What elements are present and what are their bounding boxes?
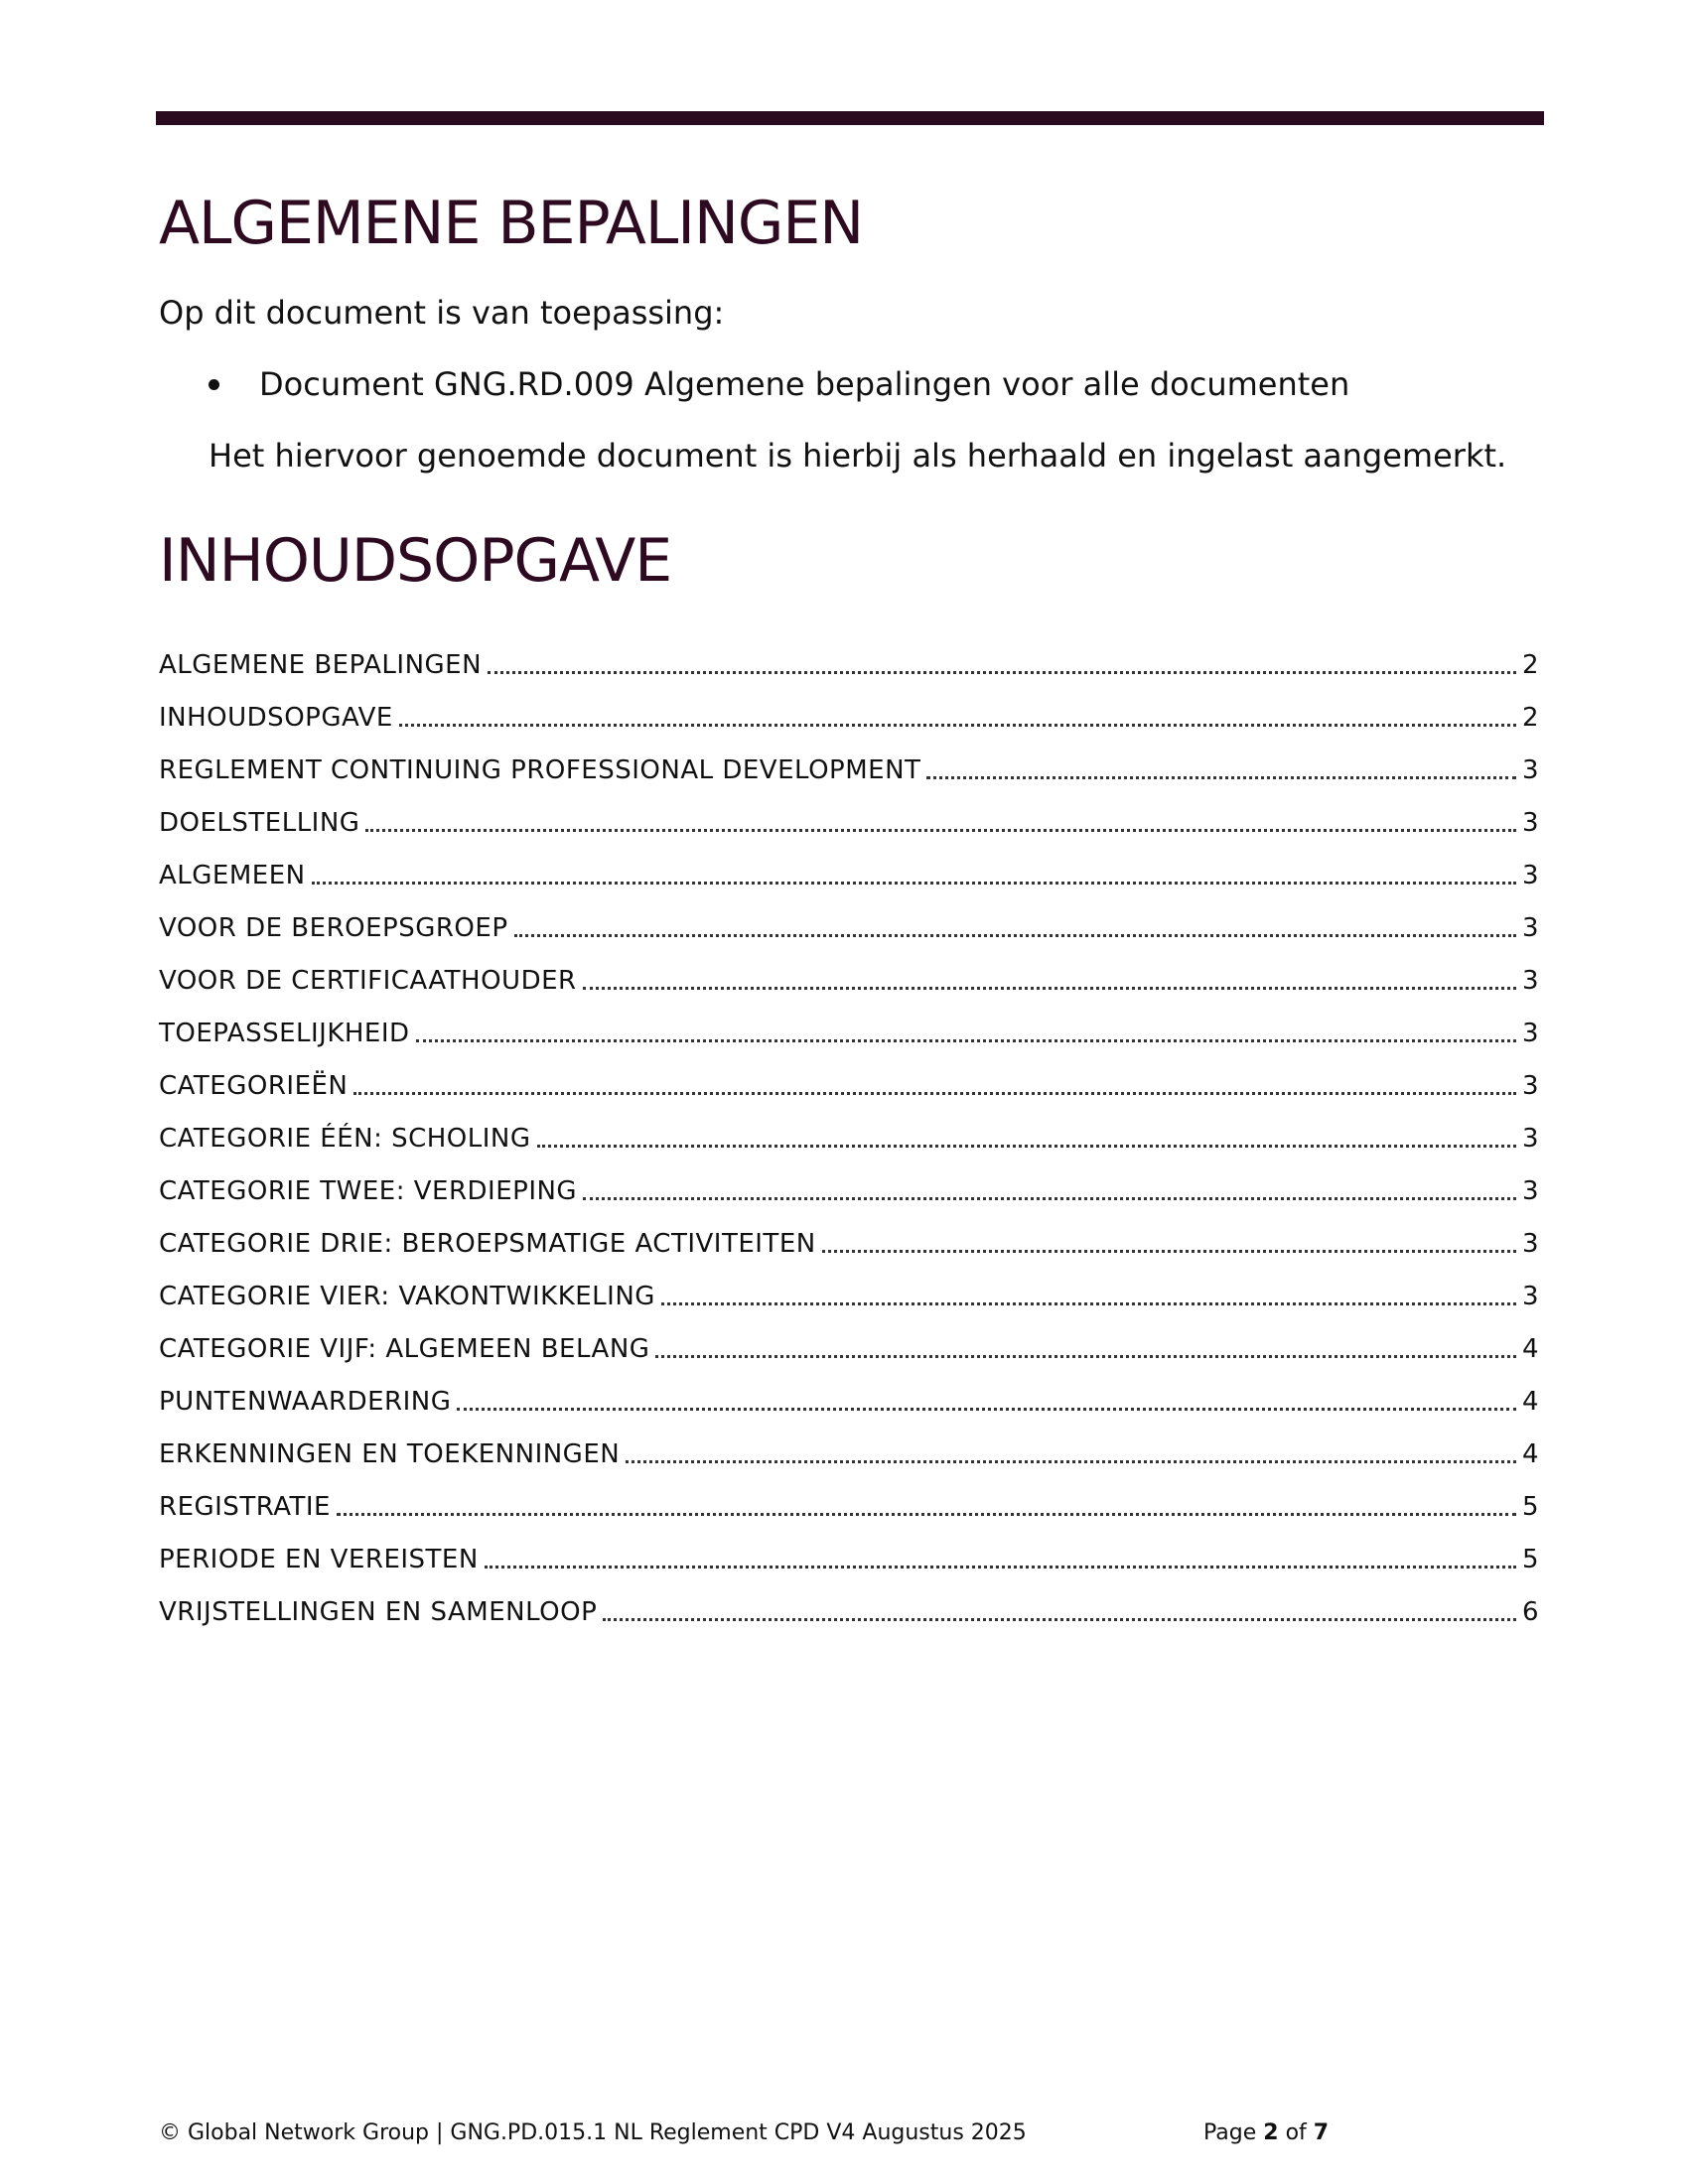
top-rule-divider: [156, 111, 1544, 125]
toc-entry[interactable]: [159, 1101, 1539, 1154]
toc-entry[interactable]: [159, 996, 1539, 1048]
intro-paragraph: Op dit document is van toepassing:: [159, 294, 725, 332]
toc-dot-leader: [365, 829, 1516, 832]
toc-entry[interactable]: [159, 1574, 1539, 1627]
heading-algemene-bepalingen: ALGEMENE BEPALINGEN: [159, 189, 864, 258]
toc-entry-label: CATEGORIEËN: [159, 1071, 349, 1101]
toc-entry-page: 3: [1521, 808, 1539, 838]
toc-entry-page: 3: [1521, 966, 1539, 996]
toc-entry-page: 3: [1521, 913, 1539, 943]
toc-entry-label: DOELSTELLING: [159, 808, 360, 838]
toc-dot-leader: [822, 1250, 1516, 1253]
toc-entry-page: 3: [1521, 1071, 1539, 1101]
toc-entry[interactable]: [159, 943, 1539, 996]
toc-dot-leader: [655, 1355, 1516, 1358]
toc-entry[interactable]: [159, 627, 1539, 680]
toc-entry-label: CATEGORIE ÉÉN: SCHOLING: [159, 1124, 531, 1154]
toc-dot-leader: [488, 671, 1516, 674]
toc-entry-label: VOOR DE CERTIFICAATHOUDER: [159, 966, 577, 996]
toc-entry-label: ERKENNINGEN EN TOEKENNINGEN: [159, 1439, 621, 1469]
toc-entry-page: 3: [1521, 1019, 1539, 1048]
toc-entry-page: 2: [1521, 703, 1539, 733]
toc-entry-label: REGLEMENT CONTINUING PROFESSIONAL DEVELOPMENT: [159, 755, 921, 785]
toc-entry-label: CATEGORIE TWEE: VERDIEPING: [159, 1176, 578, 1206]
toc-dot-leader: [661, 1302, 1516, 1305]
toc-entry[interactable]: [159, 785, 1539, 838]
toc-entry[interactable]: [159, 1364, 1539, 1417]
toc-entry-page: 3: [1521, 1124, 1539, 1154]
bullet-icon: [209, 379, 219, 390]
bullet-text: Document GNG.RD.009 Algemene bepalingen voor alle documenten: [259, 365, 1350, 403]
toc-entry[interactable]: [159, 1154, 1539, 1206]
toc-entry-label: ALGEMENE BEPALINGEN: [159, 650, 483, 680]
toc-entry-label: CATEGORIE VIER: VAKONTWIKKELING: [159, 1282, 655, 1311]
toc-entry-label: INHOUDSOPGAVE: [159, 703, 393, 733]
toc-entry-label: CATEGORIE VIJF: ALGEMEEN BELANG: [159, 1334, 650, 1364]
toc-entry[interactable]: [159, 1522, 1539, 1574]
toc-entry-label: REGISTRATIE: [159, 1492, 331, 1522]
toc-entry-page: 3: [1521, 1282, 1539, 1311]
toc-entry[interactable]: [159, 838, 1539, 890]
toc-entry[interactable]: [159, 1417, 1539, 1469]
toc-entry-page: 5: [1521, 1492, 1539, 1522]
toc-entry[interactable]: [159, 733, 1539, 785]
toc-entry-label: ALGEMEEN: [159, 861, 306, 890]
toc-dot-leader: [514, 934, 1516, 937]
toc-entry[interactable]: [159, 1311, 1539, 1364]
toc-entry-label: VOOR DE BEROEPSGROEP: [159, 913, 508, 943]
note-paragraph: Het hiervoor genoemde document is hierbij als herhaald en ingelast aangemerkt.: [209, 437, 1507, 475]
toc-dot-leader: [416, 1039, 1516, 1042]
toc-entry-page: 3: [1521, 1229, 1539, 1259]
bullet-item: [209, 365, 1349, 403]
toc-entry[interactable]: [159, 1259, 1539, 1311]
page-current: 2: [1263, 2120, 1279, 2145]
toc-entry[interactable]: [159, 1048, 1539, 1101]
footer-text: © Global Network Group | GNG.PD.015.1 NL Reglement CPD V4 Augustus 2025: [159, 2120, 1027, 2145]
footer-page-number: [1203, 2120, 1329, 2145]
toc-entry-page: 4: [1521, 1439, 1539, 1469]
toc-entry[interactable]: [159, 1206, 1539, 1259]
toc-entry-page: 3: [1521, 755, 1539, 785]
toc-entry-page: 5: [1521, 1545, 1539, 1574]
toc-entry-page: 6: [1521, 1597, 1539, 1627]
toc-dot-leader: [583, 1197, 1516, 1200]
toc-dot-leader: [312, 882, 1516, 885]
toc-entry-label: PUNTENWAARDERING: [159, 1387, 452, 1417]
toc-entry-label: VRIJSTELLINGEN EN SAMENLOOP: [159, 1597, 598, 1627]
toc-dot-leader: [485, 1566, 1516, 1569]
toc-entry-page: 2: [1521, 650, 1539, 680]
toc-entry-label: CATEGORIE DRIE: BEROEPSMATIGE ACTIVITEITEN: [159, 1229, 816, 1259]
toc-dot-leader: [457, 1408, 1516, 1411]
toc-entry-page: 4: [1521, 1387, 1539, 1417]
page-sep: of: [1285, 2120, 1307, 2145]
toc-entry[interactable]: [159, 890, 1539, 943]
toc-dot-leader: [537, 1145, 1516, 1148]
toc-dot-leader: [583, 987, 1516, 990]
toc-entry-page: 3: [1521, 1176, 1539, 1206]
page-total: 7: [1313, 2120, 1330, 2145]
page-prefix: Page: [1203, 2120, 1257, 2145]
toc-entry[interactable]: [159, 680, 1539, 733]
toc-entry-label: TOEPASSELIJKHEID: [159, 1019, 410, 1048]
toc-dot-leader: [353, 1092, 1516, 1095]
table-of-contents: [159, 627, 1539, 1627]
toc-entry-page: 4: [1521, 1334, 1539, 1364]
toc-dot-leader: [926, 776, 1516, 779]
heading-inhoudsopgave: INHOUDSOPGAVE: [159, 526, 672, 596]
toc-dot-leader: [337, 1513, 1516, 1516]
toc-entry[interactable]: [159, 1469, 1539, 1522]
toc-dot-leader: [626, 1460, 1516, 1463]
toc-entry-label: PERIODE EN VEREISTEN: [159, 1545, 479, 1574]
toc-dot-leader: [399, 724, 1516, 727]
toc-entry-page: 3: [1521, 861, 1539, 890]
toc-dot-leader: [603, 1618, 1516, 1621]
